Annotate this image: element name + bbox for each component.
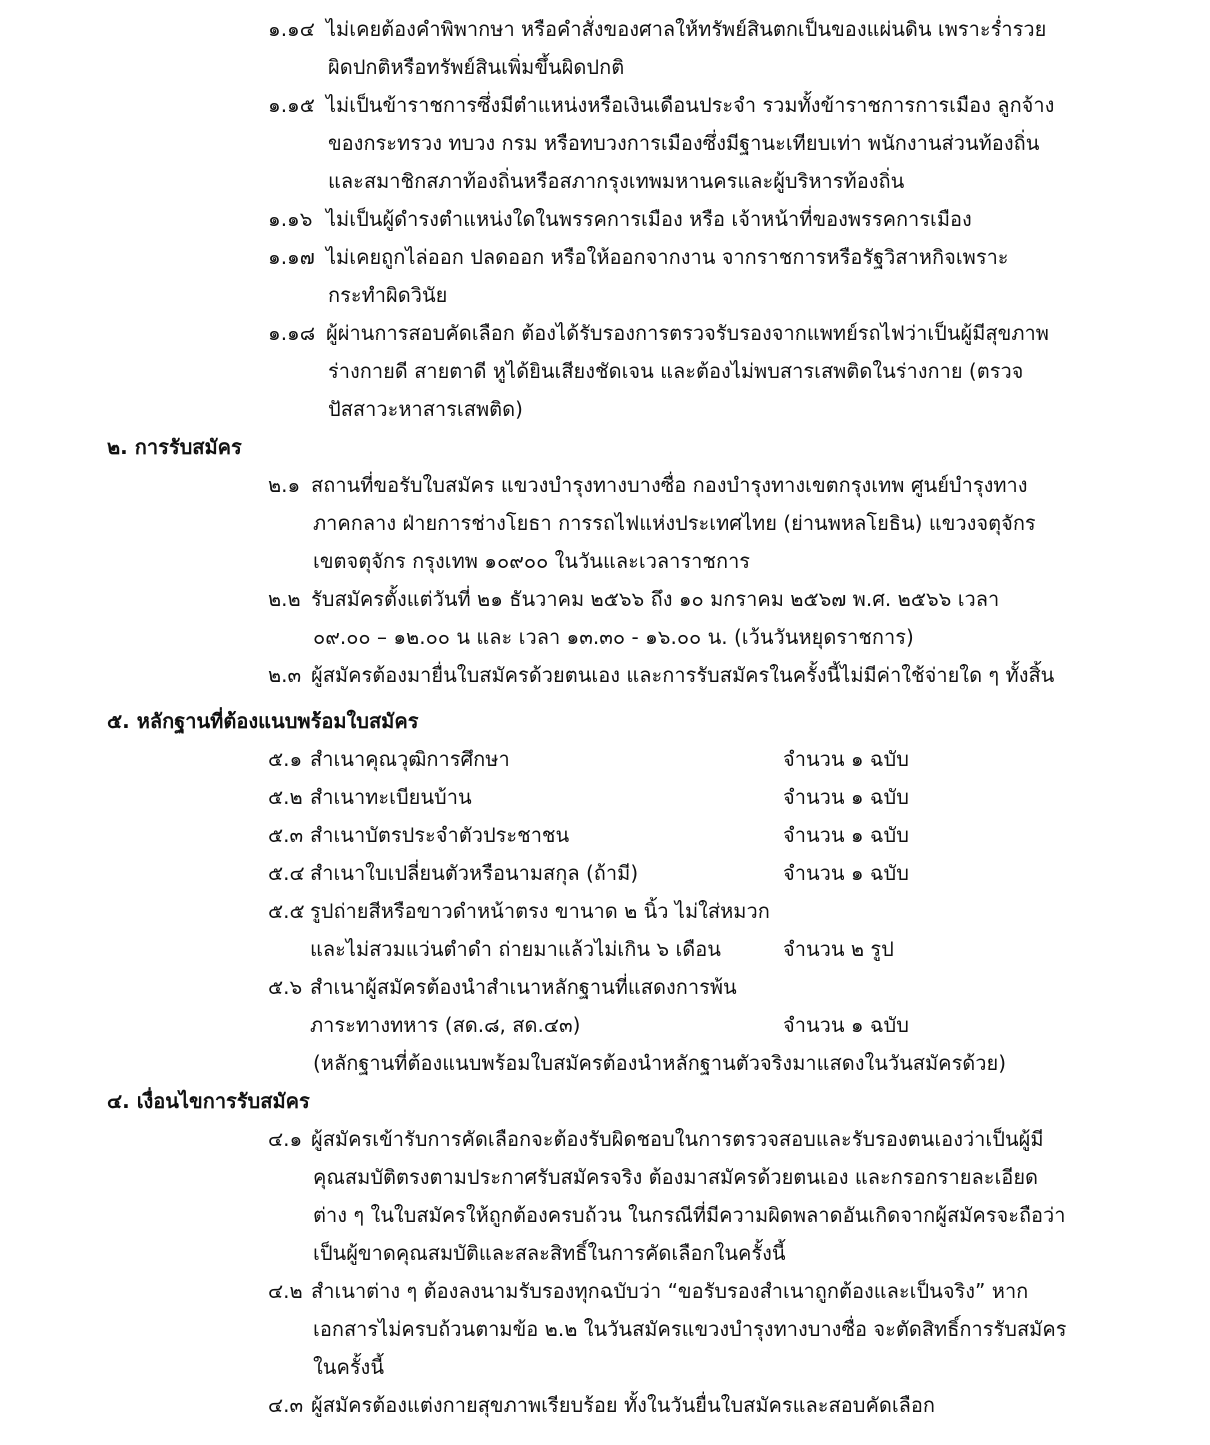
document-row: [0, 816, 1210, 854]
document-row: [0, 1006, 1210, 1044]
item-text: [313, 1386, 1083, 1424]
item-number: ๕.๕: [268, 899, 305, 923]
text-line: เป็นผู้ขาดคุณสมบัติและสละสิทธิ์ในการคัดเลือกในครั้งนี้: [313, 1241, 786, 1265]
item-text: [313, 656, 1083, 694]
list-item: [0, 200, 1210, 238]
section-4-title: ๔. เงื่อนไขการรับสมัคร: [107, 1089, 310, 1113]
text-line: ไม่เคยต้องคำพิพากษา หรือคำสั่งของศาลให้ทรัพย์สินตกเป็นของแผ่นดิน เพราะร่ำรวย: [326, 17, 1047, 41]
document-count: จำนวน ๒ รูป: [783, 937, 894, 961]
item-text: [328, 10, 1098, 86]
document-row: [0, 740, 1210, 778]
list-item: [0, 580, 1210, 656]
text-line: เอกสารไม่ครบถ้วนตามข้อ ๒.๒ ในวันสมัครแขวงบำรุงทางบางซื่อ จะตัดสิทธิ์การรับสมัคร: [313, 1317, 1067, 1341]
document-count: จำนวน ๑ ฉบับ: [783, 823, 909, 847]
document-row: [0, 778, 1210, 816]
item-text: [328, 314, 1098, 428]
document-name: สำเนาทะเบียนบ้าน: [310, 785, 472, 809]
item-number: ๔.๑: [268, 1127, 303, 1151]
text-line: ปัสสาวะหาสารเสพติด): [328, 397, 523, 421]
text-line: ผู้ผ่านการสอบคัดเลือก ต้องได้รับรองการตรวจรับรองจากแพทย์รถไฟว่าเป็นผู้มีสุขภาพ: [326, 321, 1049, 345]
list-item: [0, 86, 1210, 200]
list-item: [0, 1386, 1210, 1424]
qualification-list: [0, 10, 1210, 428]
text-line: คุณสมบัติตรงตามประกาศรับสมัครจริง ต้องมาสมัครด้วยตนเอง และกรอกรายละเอียด: [313, 1165, 1039, 1189]
document-count: จำนวน ๑ ฉบับ: [783, 1013, 909, 1037]
item-text: [313, 580, 1083, 656]
item-number: ๕.๖: [268, 975, 303, 999]
item-text: [328, 86, 1098, 200]
text-line: ไม่เคยถูกไล่ออก ปลดออก หรือให้ออกจากงาน จากราชการหรือรัฐวิสาหกิจเพราะ: [326, 245, 1009, 269]
list-item: [0, 238, 1210, 314]
item-number: ๑.๑๔: [268, 17, 315, 41]
document-name: และไม่สวมแว่นตำดำ ถ่ายมาแล้วไม่เกิน ๖ เดือน: [310, 937, 721, 961]
document-count: จำนวน ๑ ฉบับ: [783, 861, 909, 885]
document-row: [0, 854, 1210, 892]
section-5-title: ๕. หลักฐานที่ต้องแนบพร้อมใบสมัคร: [107, 709, 419, 733]
document-row: [0, 892, 1210, 930]
text-line: ของกระทรวง ทบวง กรม หรือทบวงการเมืองซึ่งมีฐานะเทียบเท่า พนักงานส่วนท้องถิ่น: [328, 131, 1040, 155]
document-name: สำเนาบัตรประจำตัวประชาชน: [310, 823, 570, 847]
document-name: สำเนาใบเปลี่ยนตัวหรือนามสกุล (ถ้ามี): [310, 861, 639, 885]
item-number: ๕.๑: [268, 747, 303, 771]
list-item: [0, 656, 1210, 694]
item-number: ๑.๑๖: [268, 207, 313, 231]
text-line: รับสมัครตั้งแต่วันที่ ๒๑ ธันวาคม ๒๕๖๖ ถึง ๑๐ มกราคม ๒๕๖๗ พ.ศ. ๒๕๖๖ เวลา: [311, 587, 1000, 611]
item-text: [313, 1120, 1083, 1272]
item-number: ๔.๒: [268, 1279, 303, 1303]
item-number: ๒.๓: [268, 663, 302, 687]
text-line: ผู้สมัครต้องแต่งกายสุขภาพเรียบร้อย ทั้งในวันยื่นใบสมัครและสอบคัดเลือก: [311, 1393, 936, 1417]
item-number: ๕.๔: [268, 861, 305, 885]
document-page: [0, 10, 1210, 1424]
item-number: ๑.๑๘: [268, 321, 316, 345]
documents-list: [0, 740, 1210, 1044]
text-line: ร่างกายดี สายตาดี หูได้ยินเสียงชัดเจน และต้องไม่พบสารเสพติดในร่างกาย (ตรวจ: [328, 359, 1024, 383]
document-name: สำเนาคุณวุฒิการศึกษา: [310, 747, 510, 771]
text-line: ผู้สมัครต้องมายื่นใบสมัครด้วยตนเอง และการรับสมัครในครั้งนี้ไม่มีค่าใช้จ่ายใด ๆ ทั้งสิ้น: [311, 663, 1055, 687]
list-item: [0, 466, 1210, 580]
document-name: ภาระทางทหาร (สด.๘, สด.๔๓): [310, 1013, 581, 1037]
item-number: ๑.๑๕: [268, 93, 315, 117]
conditions-list: [0, 1120, 1210, 1424]
item-number: ๔.๓: [268, 1393, 304, 1417]
document-name: รูปถ่ายสีหรือขาวดำหน้าตรง ขานาด ๒ นิ้ว ไม่ใส่หมวก: [310, 899, 770, 923]
application-list: [0, 466, 1210, 694]
item-text: [328, 200, 1098, 238]
text-line: สถานที่ขอรับใบสมัคร แขวงบำรุงทางบางซื่อ กองบำรุงทางเขตกรุงเทพ ศูนย์บำรุงทาง: [311, 473, 1028, 497]
documents-note: (หลักฐานที่ต้องแนบพร้อมใบสมัครต้องนำหลักฐานตัวจริงมาแสดงในวันสมัครด้วย): [313, 1051, 1007, 1075]
text-line: สำเนาต่าง ๆ ต้องลงนามรับรองทุกฉบับว่า “ขอรับรองสำเนาถูกต้องและเป็นจริง” หาก: [311, 1279, 1029, 1303]
text-line: ผู้สมัครเข้ารับการคัดเลือกจะต้องรับผิดชอบในการตรวจสอบและรับรองตนเองว่าเป็นผู้มี: [311, 1127, 1044, 1151]
list-item: [0, 314, 1210, 428]
list-item: [0, 1272, 1210, 1386]
text-line: และสมาชิกสภาท้องถิ่นหรือสภากรุงเทพมหานครและผู้บริหารท้องถิ่น: [328, 169, 905, 193]
item-number: ๑.๑๗: [268, 245, 315, 269]
document-count: จำนวน ๑ ฉบับ: [783, 747, 909, 771]
text-line: ๐๙.๐๐ – ๑๒.๐๐ น และ เวลา ๑๓.๓๐ - ๑๖.๐๐ น. (เว้นวันหยุดราชการ): [313, 625, 914, 649]
text-line: เขตจตุจักร กรุงเทพ ๑๐๙๐๐ ในวันและเวลาราชการ: [313, 549, 751, 573]
list-item: [0, 10, 1210, 86]
text-line: กระทำผิดวินัย: [328, 283, 448, 307]
item-number: ๕.๓: [268, 823, 304, 847]
text-line: ผิดปกติหรือทรัพย์สินเพิ่มขึ้นผิดปกติ: [328, 55, 625, 79]
text-line: ไม่เป็นข้าราชการซึ่งมีตำแหน่งหรือเงินเดือนประจำ รวมทั้งข้าราชการการเมือง ลูกจ้าง: [326, 93, 1055, 117]
text-line: ต่าง ๆ ในใบสมัครให้ถูกต้องครบถ้วน ในกรณีที่มีความผิดพลาดอันเกิดจากผู้สมัครจะถือว่า: [313, 1203, 1066, 1227]
section-2-title: ๒. การรับสมัคร: [107, 435, 242, 459]
item-text: [313, 1272, 1083, 1386]
text-line: ในครั้งนี้: [313, 1355, 384, 1379]
item-number: ๒.๑: [268, 473, 301, 497]
item-number: ๒.๒: [268, 587, 301, 611]
item-text: [328, 238, 1098, 314]
item-number: ๕.๒: [268, 785, 303, 809]
item-text: [313, 466, 1083, 580]
document-count: จำนวน ๑ ฉบับ: [783, 785, 909, 809]
document-name: สำเนาผู้สมัครต้องนำสำเนาหลักฐานที่แสดงการพ้น: [310, 975, 737, 999]
document-row: [0, 930, 1210, 968]
text-line: ภาคกลาง ฝ่ายการช่างโยธา การรถไฟแห่งประเทศไทย (ย่านพหลโยธิน) แขวงจตุจักร: [313, 511, 1036, 535]
text-line: ไม่เป็นผู้ดำรงตำแหน่งใดในพรรคการเมือง หรือ เจ้าหน้าที่ของพรรคการเมือง: [326, 207, 972, 231]
list-item: [0, 1120, 1210, 1272]
document-row: [0, 968, 1210, 1006]
